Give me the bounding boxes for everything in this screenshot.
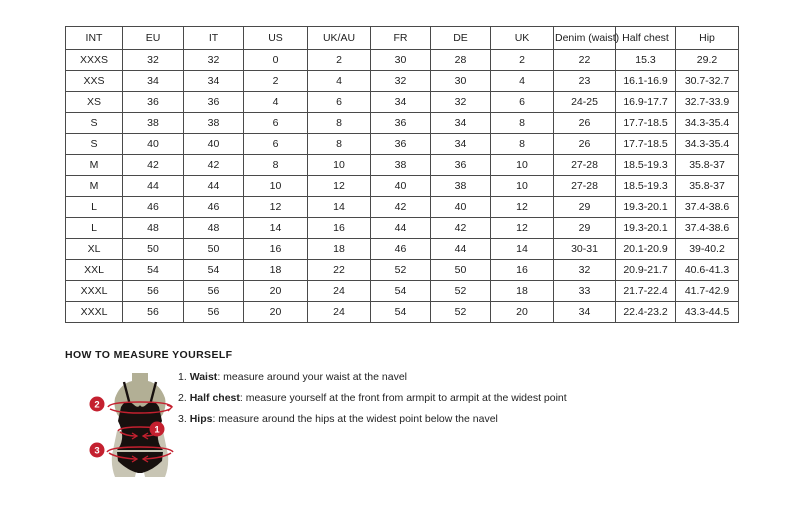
table-cell: 54	[371, 281, 431, 302]
table-cell: 48	[184, 218, 244, 239]
svg-text:2: 2	[94, 399, 100, 411]
table-cell: 14	[308, 197, 371, 218]
table-cell: 12	[491, 197, 554, 218]
table-cell: 56	[184, 302, 244, 323]
column-header: IT	[184, 27, 244, 50]
table-cell: 18	[491, 281, 554, 302]
table-cell: 12	[491, 218, 554, 239]
step-number: 1.	[178, 371, 190, 383]
table-cell: 10	[308, 155, 371, 176]
column-header: FR	[371, 27, 431, 50]
table-cell: 37.4-38.6	[676, 197, 739, 218]
table-cell: 24-25	[554, 92, 616, 113]
step-term: Waist	[189, 371, 218, 383]
table-cell: 56	[123, 281, 184, 302]
table-cell: 4	[308, 71, 371, 92]
table-cell: 22	[308, 260, 371, 281]
table-cell: XL	[66, 239, 123, 260]
table-cell: 40.6-41.3	[676, 260, 739, 281]
table-cell: 24	[308, 281, 371, 302]
table-cell: 20.9-21.7	[616, 260, 676, 281]
table-cell: XS	[66, 92, 123, 113]
table-row	[66, 260, 739, 281]
table-cell: 4	[244, 92, 308, 113]
table-cell: 38	[184, 113, 244, 134]
table-cell: 46	[123, 197, 184, 218]
table-row	[66, 113, 739, 134]
column-header: UK	[491, 27, 554, 50]
table-row	[66, 155, 739, 176]
table-cell: 40	[431, 197, 491, 218]
how-to-measure-title: HOW TO MEASURE YOURSELF	[65, 349, 233, 361]
table-cell: 34	[431, 113, 491, 134]
table-cell: 16.9-17.7	[616, 92, 676, 113]
table-cell: 39-40.2	[676, 239, 739, 260]
table-cell: 2	[491, 50, 554, 71]
measure-step	[178, 409, 567, 430]
table-row	[66, 218, 739, 239]
table-cell: XXL	[66, 260, 123, 281]
table-cell: XXXL	[66, 302, 123, 323]
table-cell: 40	[371, 176, 431, 197]
table-cell: 34	[123, 71, 184, 92]
column-header: US	[244, 27, 308, 50]
table-row	[66, 134, 739, 155]
table-cell: 42	[371, 197, 431, 218]
table-cell: 16	[491, 260, 554, 281]
table-cell: L	[66, 197, 123, 218]
table-cell: 52	[431, 281, 491, 302]
table-row	[66, 92, 739, 113]
table-cell: 8	[491, 134, 554, 155]
step-number: 2.	[178, 392, 190, 404]
table-cell: 33	[554, 281, 616, 302]
table-cell: 15.3	[616, 50, 676, 71]
table-cell: S	[66, 134, 123, 155]
table-cell: 2	[244, 71, 308, 92]
table-cell: 27-28	[554, 155, 616, 176]
table-cell: 6	[244, 113, 308, 134]
table-cell: 20	[244, 302, 308, 323]
table-cell: 37.4-38.6	[676, 218, 739, 239]
step-text: : measure around your waist at the navel	[217, 371, 407, 383]
table-cell: M	[66, 155, 123, 176]
size-chart-table	[65, 26, 739, 323]
table-cell: 43.3-44.5	[676, 302, 739, 323]
table-cell: S	[66, 113, 123, 134]
table-cell: 21.7-22.4	[616, 281, 676, 302]
table-cell: 52	[371, 260, 431, 281]
table-row	[66, 176, 739, 197]
table-cell: 18.5-19.3	[616, 155, 676, 176]
table-cell: 40	[184, 134, 244, 155]
table-cell: 48	[123, 218, 184, 239]
table-cell: 6	[308, 92, 371, 113]
table-cell: 16	[308, 218, 371, 239]
table-cell: 56	[123, 302, 184, 323]
table-cell: 32	[371, 71, 431, 92]
table-cell: 46	[371, 239, 431, 260]
table-cell: XXS	[66, 71, 123, 92]
table-cell: 32	[184, 50, 244, 71]
table-cell: 30	[431, 71, 491, 92]
table-cell: 4	[491, 71, 554, 92]
table-header-row	[66, 27, 739, 50]
table-cell: 20.1-20.9	[616, 239, 676, 260]
table-cell: 42	[431, 218, 491, 239]
table-cell: 32	[431, 92, 491, 113]
table-cell: 54	[371, 302, 431, 323]
table-cell: 36	[123, 92, 184, 113]
table-cell: 46	[184, 197, 244, 218]
table-cell: L	[66, 218, 123, 239]
table-cell: 32	[123, 50, 184, 71]
table-cell: 8	[491, 113, 554, 134]
table-cell: 35.8-37	[676, 155, 739, 176]
table-cell: 8	[308, 113, 371, 134]
measure-step	[178, 367, 567, 388]
table-cell: 22	[554, 50, 616, 71]
column-header: Hip	[676, 27, 739, 50]
table-cell: 18	[244, 260, 308, 281]
table-cell: 52	[431, 302, 491, 323]
table-cell: 38	[431, 176, 491, 197]
table-cell: 19.3-20.1	[616, 197, 676, 218]
table-cell: 20	[491, 302, 554, 323]
table-cell: 41.7-42.9	[676, 281, 739, 302]
table-cell: 16.1-16.9	[616, 71, 676, 92]
table-cell: 6	[244, 134, 308, 155]
table-cell: 26	[554, 134, 616, 155]
table-cell: 36	[371, 113, 431, 134]
table-cell: XXXL	[66, 281, 123, 302]
column-header: DE	[431, 27, 491, 50]
table-cell: 18.5-19.3	[616, 176, 676, 197]
table-cell: 34	[371, 92, 431, 113]
hips-badge	[90, 443, 105, 458]
table-cell: 10	[244, 176, 308, 197]
table-cell: 32.7-33.9	[676, 92, 739, 113]
table-cell: 27-28	[554, 176, 616, 197]
table-cell: 29	[554, 197, 616, 218]
measure-step	[178, 388, 567, 409]
column-header: INT	[66, 27, 123, 50]
table-cell: 20	[244, 281, 308, 302]
table-cell: 17.7-18.5	[616, 134, 676, 155]
table-cell: 18	[308, 239, 371, 260]
table-cell: 8	[308, 134, 371, 155]
step-text: : measure yourself at the front from armpit to armpit at the widest point	[239, 392, 567, 404]
column-header: EU	[123, 27, 184, 50]
column-header: UK/AU	[308, 27, 371, 50]
table-cell: 10	[491, 176, 554, 197]
table-cell: 56	[184, 281, 244, 302]
table-cell: 23	[554, 71, 616, 92]
column-header: Denim (waist)	[554, 27, 616, 50]
svg-text:1: 1	[154, 424, 160, 436]
table-cell: 29	[554, 218, 616, 239]
chest-badge	[90, 397, 105, 412]
table-cell: 50	[123, 239, 184, 260]
table-cell: 19.3-20.1	[616, 218, 676, 239]
table-cell: 34.3-35.4	[676, 134, 739, 155]
table-cell: 12	[244, 197, 308, 218]
step-text: : measure around the hips at the widest point below the navel	[212, 413, 498, 425]
column-header: Half chest	[616, 27, 676, 50]
table-cell: 34.3-35.4	[676, 113, 739, 134]
table-row	[66, 281, 739, 302]
table-cell: 42	[184, 155, 244, 176]
step-term: Hips	[189, 413, 213, 425]
table-cell: 30	[371, 50, 431, 71]
measure-steps-list	[178, 367, 567, 430]
table-cell: M	[66, 176, 123, 197]
table-cell: 44	[431, 239, 491, 260]
table-cell: XXXS	[66, 50, 123, 71]
table-cell: 29.2	[676, 50, 739, 71]
table-cell: 54	[184, 260, 244, 281]
table-cell: 54	[123, 260, 184, 281]
table-cell: 38	[123, 113, 184, 134]
table-cell: 8	[244, 155, 308, 176]
table-cell: 34	[431, 134, 491, 155]
table-cell: 12	[308, 176, 371, 197]
table-cell: 24	[308, 302, 371, 323]
table-cell: 36	[371, 134, 431, 155]
table-cell: 2	[308, 50, 371, 71]
table-cell: 22.4-23.2	[616, 302, 676, 323]
step-number: 3.	[178, 413, 190, 425]
table-cell: 35.8-37	[676, 176, 739, 197]
table-cell: 50	[184, 239, 244, 260]
table-cell: 44	[123, 176, 184, 197]
table-row	[66, 71, 739, 92]
table-row	[66, 239, 739, 260]
table-cell: 28	[431, 50, 491, 71]
table-row	[66, 50, 739, 71]
table-cell: 36	[184, 92, 244, 113]
table-cell: 36	[431, 155, 491, 176]
table-cell: 42	[123, 155, 184, 176]
table-row	[66, 302, 739, 323]
table-cell: 10	[491, 155, 554, 176]
table-cell: 38	[371, 155, 431, 176]
table-cell: 0	[244, 50, 308, 71]
table-cell: 30-31	[554, 239, 616, 260]
table-cell: 14	[244, 218, 308, 239]
table-cell: 50	[431, 260, 491, 281]
table-cell: 14	[491, 239, 554, 260]
step-term: Half chest	[189, 392, 240, 404]
svg-text:3: 3	[94, 445, 100, 457]
table-cell: 17.7-18.5	[616, 113, 676, 134]
table-cell: 32	[554, 260, 616, 281]
table-cell: 30.7-32.7	[676, 71, 739, 92]
table-cell: 34	[184, 71, 244, 92]
table-cell: 44	[371, 218, 431, 239]
table-cell: 44	[184, 176, 244, 197]
table-cell: 40	[123, 134, 184, 155]
table-cell: 26	[554, 113, 616, 134]
waist-badge	[150, 422, 165, 437]
table-row	[66, 197, 739, 218]
table-cell: 6	[491, 92, 554, 113]
table-cell: 16	[244, 239, 308, 260]
table-cell: 34	[554, 302, 616, 323]
